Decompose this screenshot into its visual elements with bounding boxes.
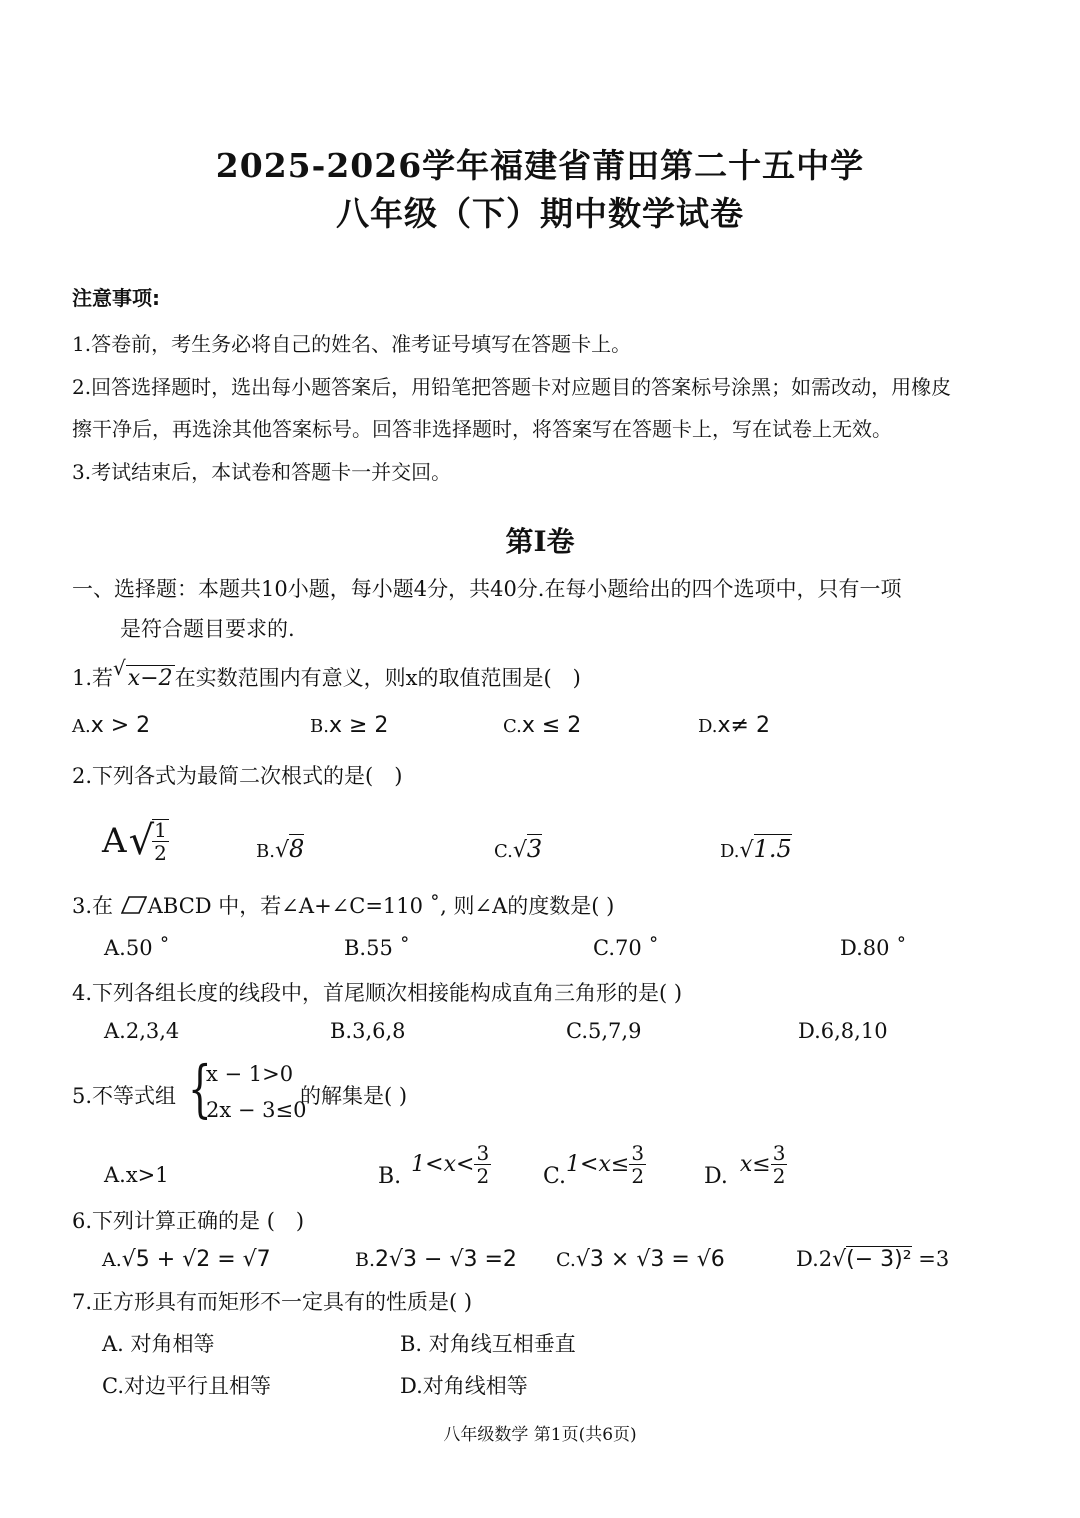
q1-option-d-label: D. (698, 716, 718, 737)
q3-option-b: B.55 ˚ (344, 936, 411, 960)
q2-option-d-text: 1.5 (753, 835, 792, 863)
q5-prefix: 5.不等式组 (72, 1084, 177, 1108)
q6-option-d (796, 1247, 949, 1272)
q2-option-a-fraction (152, 819, 169, 863)
q2-option-a-label: A (102, 821, 127, 861)
q3-option-a: A.50 ˚ (104, 936, 170, 960)
q5-option-d-text: x≤ (739, 1152, 771, 1177)
q1-option-a-label: A. (72, 716, 91, 737)
q6-option-a-label: A. (102, 1249, 122, 1271)
q6-option-b-label: B. (355, 1249, 376, 1271)
q2-option-d-label: D. (720, 841, 740, 862)
q6-option-a (102, 1247, 271, 1272)
q5-brace: { (188, 1052, 212, 1125)
question-6: 6.下列计算正确的是 ( ) (72, 1209, 305, 1233)
exam-title-line1: 2025-2026学年福建省莆田第二十五中学 (215, 146, 865, 185)
q1-prefix: 1.若 (72, 666, 114, 690)
question-4: 4.下列各组长度的线段中，首尾顺次相接能构成直角三角形的是( ) (72, 981, 683, 1005)
q5-option-b-fraction (474, 1143, 491, 1186)
q7-option-a: A. 对角相等 (102, 1332, 215, 1356)
q5-option-c-label: C. (543, 1164, 567, 1189)
q6-option-c-text: √3 × √3 = √6 (575, 1247, 725, 1272)
q5-suffix: 的解集是( ) (300, 1084, 408, 1108)
section-title: 第I卷 (505, 525, 575, 558)
q2-option-c (494, 835, 542, 863)
q5-c-frac-den: 2 (631, 1164, 645, 1188)
q4-option-a: A.2,3,4 (104, 1019, 180, 1043)
q2-option-a (102, 818, 169, 864)
part-one-intro-line2: 是符合题目要求的. (120, 617, 295, 641)
q2-option-c-text: 3 (526, 835, 543, 863)
q5-option-c-fraction (629, 1143, 646, 1186)
q2-b-sqrt: √ (274, 838, 289, 863)
q3-stem: ABCD 中，若∠A+∠C=110 ˚, 则∠A的度数是( ) (147, 894, 615, 918)
part-one-intro-line1: 一、选择题：本题共10小题，每小题4分，共40分.在每小题给出的四个选项中，只有一项 (72, 577, 902, 601)
q1-option-c-label: C. (503, 716, 522, 737)
question-3 (72, 890, 614, 920)
q5-b-frac-num: 3 (476, 1141, 490, 1165)
q6-option-c-label: C. (556, 1249, 576, 1271)
q1-radicand: x−2 (127, 666, 173, 691)
q5-option-b-label: B. (378, 1164, 402, 1189)
q5-d-frac-num: 3 (772, 1141, 786, 1165)
q5-d-frac-den: 2 (772, 1164, 786, 1188)
q2-option-d (720, 835, 792, 863)
q2-option-c-label: C. (494, 841, 513, 862)
q5-inequality-2: 2x − 3≤0 (206, 1098, 307, 1122)
q5-c-frac-num: 3 (631, 1141, 645, 1165)
q2-d-sqrt: √ (739, 838, 754, 863)
q1-option-c (503, 713, 581, 738)
q4-option-b: B.3,6,8 (330, 1019, 406, 1043)
exam-title-line2: 八年级（下）期中数学试卷 (336, 194, 744, 233)
q6-option-b-text: 2√3 − √3 =2 (375, 1247, 517, 1272)
q4-option-d: D.6,8,10 (798, 1019, 888, 1043)
q1-option-c-text: x ≤ 2 (521, 713, 582, 738)
q3-prefix: 3.在 (72, 894, 114, 918)
question-7: 7.正方形具有而矩形不一定具有的性质是( ) (72, 1290, 473, 1314)
q2-sqrt-sign: √ (128, 818, 155, 864)
q3-option-c: C.70 ˚ (593, 936, 659, 960)
notice-heading: 注意事项: (72, 286, 160, 310)
notice-item-2-line1: 2.回答选择题时，选出每小题答案后，用铅笔把答题卡对应题目的答案标号涂黑；如需改动，用橡皮 (72, 375, 952, 399)
q6-option-a-text: √5 + √2 = √7 (121, 1247, 271, 1272)
q1-suffix: 在实数范围内有意义，则x的取值范围是( ) (174, 666, 581, 690)
q5-inequality-1: x − 1>0 (206, 1062, 294, 1086)
q1-option-d (698, 713, 770, 738)
q2-option-b (256, 835, 304, 863)
notice-item-3: 3.考试结束后，本试卷和答题卡一并交回。 (72, 460, 452, 484)
q6-option-d-radicand: (− 3)² (846, 1247, 912, 1272)
q2-frac-den: 2 (154, 841, 167, 865)
q5-option-d-fraction (771, 1143, 788, 1186)
notice-item-2-line2: 擦干净后，再选涂其他答案标号。回答非选择题时，将答案写在答题卡上，写在试卷上无效。 (72, 417, 892, 441)
q5-option-d-label: D. (704, 1164, 728, 1189)
page-footer: 八年级数学 第1页(共6页) (443, 1425, 637, 1445)
q3-option-d: D.80 ˚ (840, 936, 907, 960)
q1-option-a (72, 713, 150, 738)
notice-item-1: 1.答卷前，考生务必将自己的姓名、准考证号填写在答题卡上。 (72, 332, 632, 356)
q1-radical: √x−2 (113, 656, 173, 691)
q6-option-c (556, 1247, 725, 1272)
q5-option-b (378, 1140, 491, 1189)
q6-option-d-coef: 2 (818, 1247, 833, 1271)
q1-option-a-text: x > 2 (90, 713, 151, 738)
q6-option-b (355, 1247, 517, 1272)
q6-option-d-result: =3 (911, 1247, 950, 1271)
q2-option-b-label: B. (256, 841, 275, 862)
q2-frac-num: 1 (154, 818, 167, 842)
question-2: 2.下列各式为最简二次根式的是( ) (72, 764, 403, 788)
q1-option-b (310, 713, 388, 738)
q5-b-frac-den: 2 (476, 1164, 490, 1188)
q2-c-sqrt: √ (512, 838, 527, 863)
q2-option-b-text: 8 (288, 835, 305, 863)
parallelogram-icon (121, 895, 147, 915)
q5-option-d (704, 1140, 787, 1189)
q1-option-b-text: x ≥ 2 (328, 713, 389, 738)
q5-option-b-text: 1<x< (411, 1152, 475, 1177)
q4-option-c: C.5,7,9 (566, 1019, 642, 1043)
q6-option-d-label: D. (796, 1247, 819, 1271)
q5-option-c (543, 1140, 646, 1189)
q5-option-c-text: 1<x≤ (566, 1152, 630, 1177)
q7-option-d: D.对角线相等 (400, 1374, 528, 1398)
q7-option-b: B. 对角线互相垂直 (400, 1332, 576, 1356)
q5-option-a: A.x>1 (104, 1163, 169, 1187)
q1-option-d-text: x≠ 2 (717, 713, 770, 738)
q1-option-b-label: B. (310, 716, 329, 737)
question-1 (72, 656, 581, 692)
q6-d-sqrt: √ (832, 1247, 847, 1272)
q7-option-c: C.对边平行且相等 (102, 1374, 271, 1398)
